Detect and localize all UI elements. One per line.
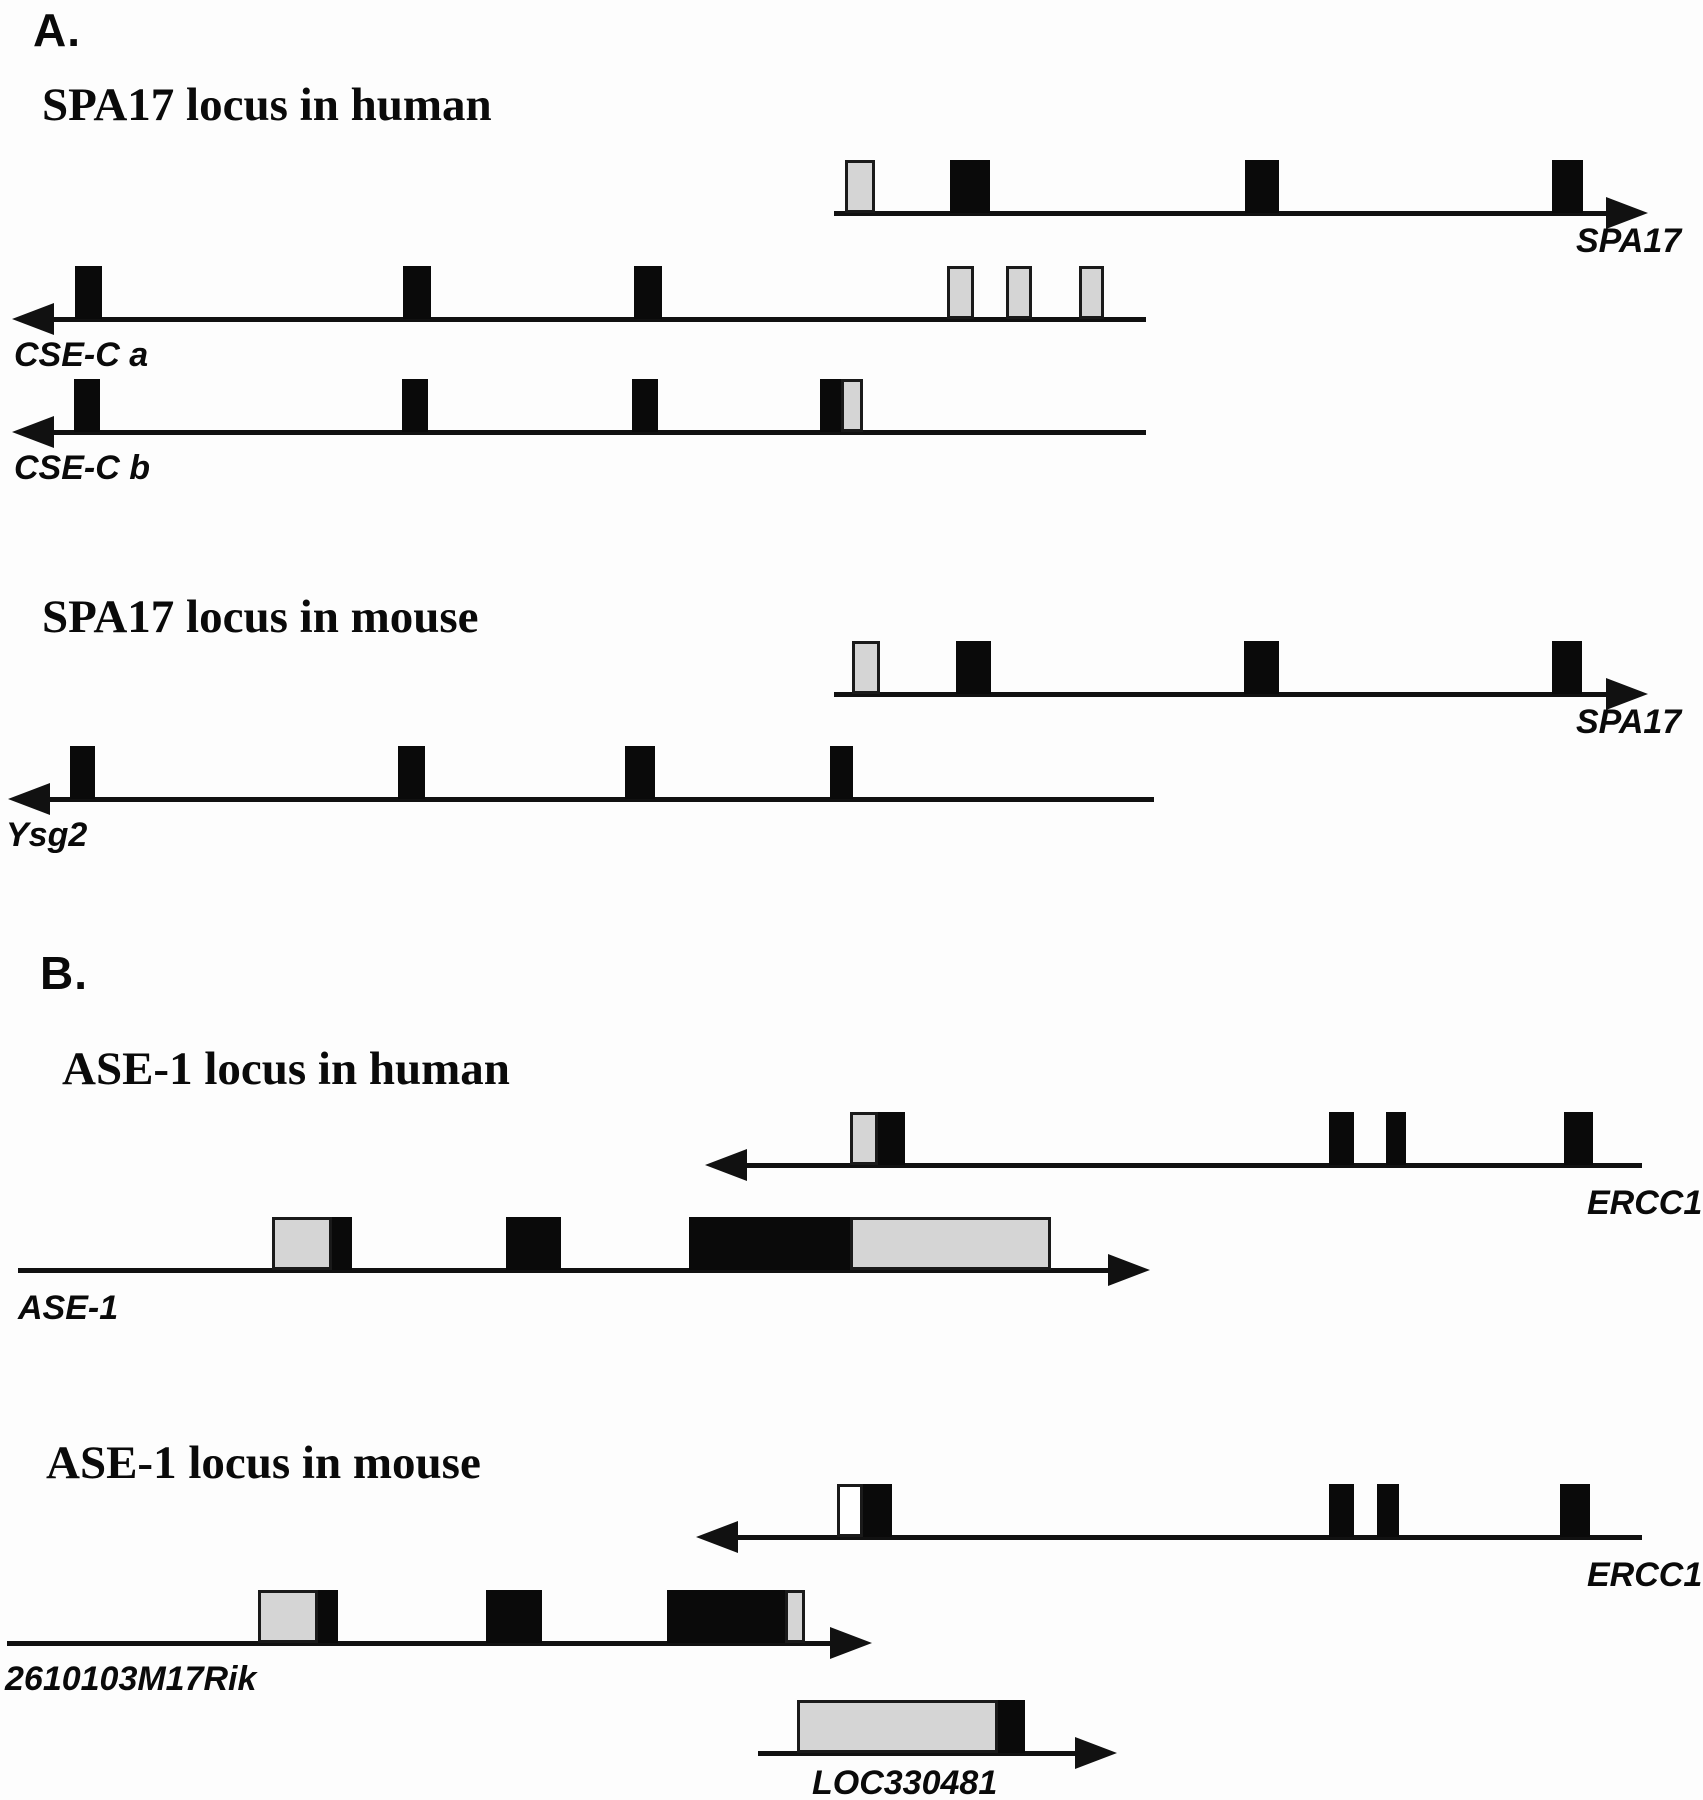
ercc1-human-exon-4-black [1386, 1112, 1406, 1165]
ase-1-direction-arrow-right-icon [1108, 1254, 1150, 1286]
cse-c-b-exon-1-black [74, 379, 100, 432]
ysg2-exon-1-black [70, 746, 95, 799]
ercc1-human-gene-label: ERCC1 [1587, 1184, 1703, 1222]
ercc1-mouse-exon-5-black [1560, 1484, 1590, 1537]
ase-1-exon-5-gray [850, 1217, 1051, 1270]
heading-spa17-locus-human: SPA17 locus in human [42, 79, 492, 131]
ercc1-human-exon-1-gray [850, 1112, 878, 1165]
2610103m17rik-gene-label: 2610103M17Rik [5, 1660, 257, 1698]
2610103m17rik-exon-4-black [667, 1590, 785, 1643]
cse-c-b-exon-5-gray [841, 379, 863, 432]
ysg2-direction-arrow-left-icon [8, 783, 50, 815]
2610103m17rik-exon-3-black [486, 1590, 542, 1643]
cse-c-a-exon-6-gray [1079, 266, 1104, 319]
spa17-human-exon-2-black [950, 160, 990, 213]
ysg2-exon-4-black [830, 746, 853, 799]
panel-b-label: B. [40, 947, 88, 999]
loc330481-gene-label: LOC330481 [812, 1764, 998, 1800]
ase-1-gene-label: ASE-1 [18, 1289, 119, 1327]
cse-c-a-exon-2-black [403, 266, 431, 319]
ercc1-human-exon-2-black [878, 1112, 905, 1165]
2610103m17rik-exon-2-black [318, 1590, 338, 1643]
2610103m17rik-direction-arrow-right-icon [830, 1627, 872, 1659]
ercc1-mouse-direction-arrow-left-icon [696, 1521, 738, 1553]
spa17-mouse-exon-3-black [1244, 641, 1279, 694]
cse-c-b-exon-4-black [820, 379, 841, 432]
loc330481-exon-1-gray [797, 1700, 998, 1753]
spa17-mouse-exon-1-gray [852, 641, 880, 694]
cse-c-a-gene-label: CSE-C a [14, 336, 149, 374]
heading-ase1-locus-mouse: ASE-1 locus in mouse [46, 1437, 481, 1489]
spa17-human-exon-3-black [1245, 160, 1279, 213]
cse-c-a-exon-1-black [75, 266, 102, 319]
cse-c-a-exon-4-gray [947, 266, 974, 319]
ercc1-mouse-exon-2-black [863, 1484, 892, 1537]
ercc1-mouse-exon-1-white [837, 1484, 863, 1537]
cse-c-a-direction-arrow-left-icon [12, 303, 54, 335]
spa17-human-gene-label: SPA17 [1576, 222, 1682, 260]
ysg2-exon-2-black [398, 746, 425, 799]
ercc1-mouse-exon-4-black [1377, 1484, 1399, 1537]
ase-1-exon-3-black [506, 1217, 561, 1270]
ysg2-transcript-line [50, 797, 1154, 802]
2610103m17rik-exon-1-gray [258, 1590, 318, 1643]
spa17-mouse-exon-2-black [956, 641, 991, 694]
panel-a-label: A. [33, 4, 81, 56]
2610103m17rik-exon-5-gray [785, 1590, 805, 1643]
spa17-mouse-exon-4-black [1552, 641, 1582, 694]
ercc1-human-direction-arrow-left-icon [705, 1149, 747, 1181]
spa17-mouse-gene-label: SPA17 [1576, 703, 1682, 741]
cse-c-b-transcript-line [54, 430, 1146, 435]
ysg2-gene-label: Ysg2 [6, 816, 88, 854]
cse-c-b-gene-label: CSE-C b [14, 449, 150, 487]
cse-c-b-direction-arrow-left-icon [12, 416, 54, 448]
cse-c-b-exon-2-black [402, 379, 428, 432]
ercc1-human-exon-5-black [1564, 1112, 1593, 1165]
ase-1-exon-2-black [332, 1217, 352, 1270]
cse-c-a-transcript-line [54, 317, 1146, 322]
heading-ase1-locus-human: ASE-1 locus in human [62, 1043, 510, 1095]
ercc1-mouse-exon-3-black [1329, 1484, 1354, 1537]
ercc1-mouse-gene-label: ERCC1 [1587, 1556, 1703, 1594]
ercc1-human-exon-3-black [1329, 1112, 1354, 1165]
loc330481-exon-2-black [998, 1700, 1025, 1753]
spa17-mouse-transcript-line [834, 692, 1606, 697]
ase-1-exon-4-black [689, 1217, 850, 1270]
spa17-human-exon-4-black [1552, 160, 1583, 213]
cse-c-b-exon-3-black [632, 379, 658, 432]
ysg2-exon-3-black [625, 746, 655, 799]
heading-spa17-locus-mouse: SPA17 locus in mouse [42, 591, 479, 643]
loc330481-direction-arrow-right-icon [1075, 1737, 1117, 1769]
cse-c-a-exon-3-black [634, 266, 662, 319]
spa17-human-exon-1-gray [845, 160, 875, 213]
ase-1-exon-1-gray [272, 1217, 332, 1270]
cse-c-a-exon-5-gray [1006, 266, 1032, 319]
